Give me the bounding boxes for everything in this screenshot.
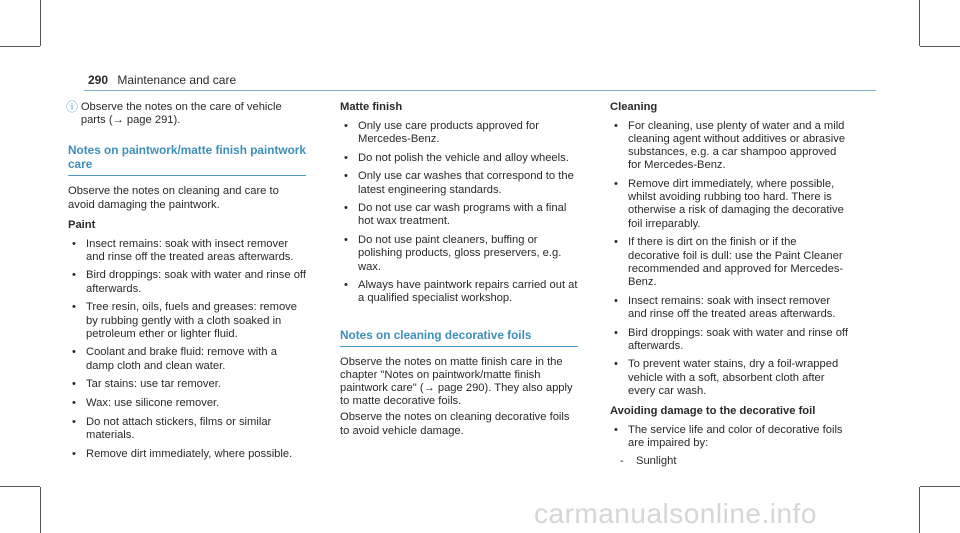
list-item: • The service life and color of decorative foils are impaired by: xyxy=(610,424,848,450)
info-icon: ⓘ xyxy=(66,100,79,114)
column-right xyxy=(610,101,848,468)
list-item: • If there is dirt on the finish or if the decorative foil is dull: use the Paint Cleaner recommended and approved for Mercedes-Benz. xyxy=(610,236,848,289)
avoid-list xyxy=(610,424,848,469)
list-item: • Always have paintwork repairs carried out at a qualified specialist workshop. xyxy=(340,279,578,305)
list-item: • To prevent water stains, dry a foil-wrapped vehicle with a soft, absorbent cloth after every car wash. xyxy=(610,358,848,398)
paint-list xyxy=(68,238,306,461)
subheading-cleaning: Cleaning xyxy=(610,101,658,113)
list-item: • Bird droppings: soak with water and rinse off afterwards. xyxy=(610,327,848,353)
list-item: • Do not use paint cleaners, buffing or polishing products, gloss preservers, e.g. wax. xyxy=(340,234,578,274)
list-item: • Remove dirt immediately, where possible. xyxy=(68,448,306,461)
list-item: • Insect remains: soak with insect remover and rinse off the treated areas afterwards. xyxy=(610,295,848,321)
section-title-paintwork: Notes on paintwork/matte finish paintwork care xyxy=(68,143,306,176)
list-item: • Wax: use silicone remover. xyxy=(68,397,306,410)
crop-mark xyxy=(919,487,920,533)
crop-mark xyxy=(0,486,40,487)
subheading-paint: Paint xyxy=(68,218,96,231)
crop-mark xyxy=(40,487,41,533)
list-item: • Coolant and brake fluid: remove with a damp cloth and clean water. xyxy=(68,346,306,372)
matte-list xyxy=(340,120,578,306)
page-number: 290 xyxy=(88,73,109,87)
column-left xyxy=(68,101,306,461)
note-text[interactable]: Observe the notes on the care of vehicle parts (→ page 291). xyxy=(80,101,282,127)
section-title-decorative-foils: Notes on cleaning decorative foils xyxy=(340,328,578,347)
chapter-title: Maintenance and care xyxy=(117,73,237,87)
list-item: • Tar stains: use tar remover. xyxy=(68,378,306,391)
crop-mark xyxy=(920,46,960,47)
list-item: • Do not polish the vehicle and alloy wheels. xyxy=(340,152,578,165)
list-item: • Do not use car wash programs with a final hot wax treatment. xyxy=(340,202,578,228)
watermark: carmanualsonline.info xyxy=(534,498,817,529)
list-item: • For cleaning, use plenty of water and a mild cleaning agent without additives or abrasive substances, e.g. a car shampoo approved for Mercedes-Benz. xyxy=(610,120,848,173)
list-item: • Only use care products approved for Mercedes-Benz. xyxy=(340,120,578,146)
list-item: • Insect remains: soak with insect remover and rinse off the treated areas afterwards. xyxy=(68,238,306,264)
column-middle xyxy=(340,101,578,438)
cleaning-list xyxy=(610,120,848,398)
list-item: • Tree resin, oils, fuels and greases: remove by rubbing gently with a cloth soaked in petroleum ether or lighter fluid. xyxy=(68,301,306,341)
paragraph: Observe the notes on cleaning decorative foils to avoid vehicle damage. xyxy=(340,411,570,437)
list-item: • Only use car washes that correspond to the latest engineering standards. xyxy=(340,170,578,196)
crop-mark xyxy=(0,46,40,47)
paragraph: Observe the notes on matte finish care in the chapter "Notes on paintwork/matte finish paintwork care" (→ page 290). They also apply to matte decorative foils. xyxy=(340,355,573,408)
crop-mark xyxy=(919,0,920,46)
info-note xyxy=(66,101,306,127)
page-header xyxy=(88,73,236,87)
list-item: • Remove dirt immediately, where possible, whilst avoiding rubbing too hard. There is otherwise a risk of damaging the decorative foil irreparably. xyxy=(610,178,848,231)
sub-list-item: - Sunlight xyxy=(610,455,848,468)
list-item: • Bird droppings: soak with water and rinse off afterwards. xyxy=(68,269,306,295)
header-divider xyxy=(84,90,876,91)
crop-mark xyxy=(920,486,960,487)
crop-mark xyxy=(40,0,41,46)
list-item: • Do not attach stickers, films or similar materials. xyxy=(68,416,306,442)
subheading-avoiding-damage: Avoiding damage to the decorative foil xyxy=(610,405,816,418)
paragraph: Observe the notes on cleaning and care to avoid damaging the paintwork. xyxy=(68,185,279,211)
subheading-matte-finish: Matte finish xyxy=(340,101,403,113)
